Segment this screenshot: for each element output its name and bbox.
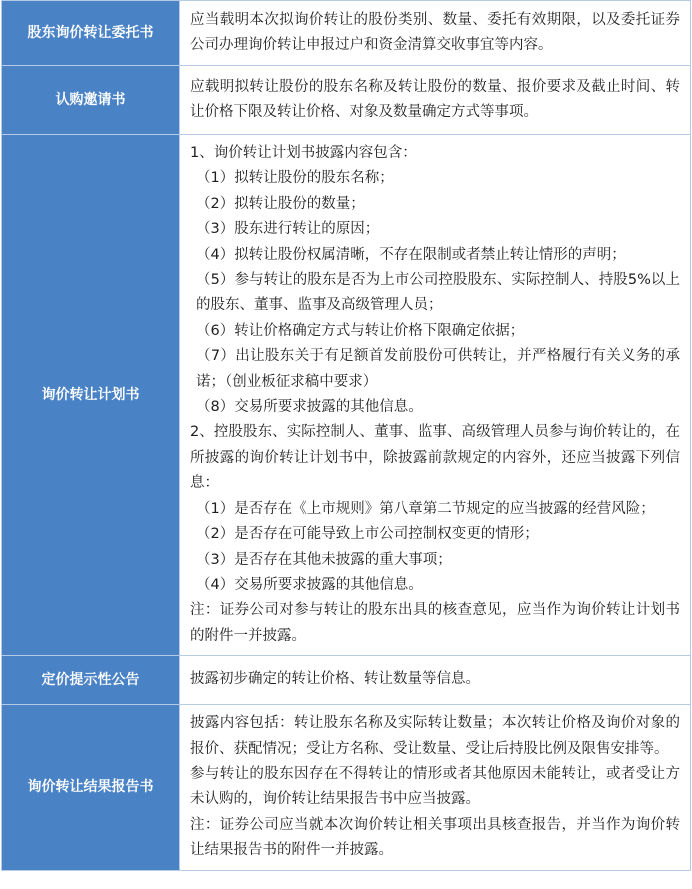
content-line: （3）股东进行转让的原因；	[196, 221, 380, 238]
content-line: 披露初步确定的转让价格、转让数量等信息。	[190, 671, 480, 688]
row-content-subscription-invitation	[180, 66, 691, 135]
content-line: （2）是否存在可能导致上市公司控制权变更的情形；	[196, 526, 539, 543]
content-line: 应当载明本次拟询价转让的股份类别、数量、委托有效期限，以及委托证券公司办理询价转让申报过户和资金清算交收事宜等内容。	[190, 11, 680, 53]
disclosure-table	[1, 0, 691, 871]
table-row	[2, 135, 691, 656]
row-label-subscription-invitation: 认购邀请书	[2, 66, 180, 135]
row-label-entrust-letter: 股东询价转让委托书	[2, 1, 180, 66]
table-row	[2, 705, 691, 870]
content-line: 1、询价转让计划书披露内容包含：	[190, 145, 417, 161]
content-line: （3）是否存在其他未披露的重大事项；	[196, 551, 452, 568]
content-line: （5）参与转让的股东是否为上市公司控股股东、实际控制人、持股5%以上的股东、董事、监事及高级管理人员；	[196, 272, 680, 314]
row-label-pricing-notice: 定价提示性公告	[2, 656, 180, 705]
table-row	[2, 1, 691, 66]
content-line: （4）交易所要求披露的其他信息。	[196, 576, 423, 593]
row-label-result-report: 询价转让结果报告书	[2, 705, 180, 870]
content-line: （7）出让股东关于有足额首发前股份可供转让，并严格履行有关义务的承诺；（创业板征求稿中要求）	[196, 348, 680, 390]
content-line: 2、控股股东、实际控制人、董事、监事、高级管理人员参与询价转让的，在所披露的询价转让计划书中，除披露前款规定的内容外，还应当披露下列信息：	[190, 424, 680, 492]
content-line: 注：证券公司对参与转让的股东出具的核查意见，应当作为询价转让计划书的附件一并披露。	[190, 602, 680, 644]
row-content-result-report	[180, 705, 691, 870]
content-line: （2）拟转让股份的数量；	[196, 195, 365, 212]
table-row	[2, 66, 691, 135]
content-line: （4）拟转让股份权属清晰，不存在限制或者禁止转让情形的声明；	[196, 246, 626, 263]
content-line: （1）是否存在《上市规则》第八章第二节规定的应当披露的经营风险；	[196, 500, 655, 517]
content-line: （8）交易所要求披露的其他信息。	[196, 399, 423, 416]
content-line: 应载明拟转让股份的股东名称及转让股份的数量、报价要求及截止时间、转让价格下限及转让价格、对象及数量确定方式等事项。	[190, 78, 680, 120]
table-row	[2, 656, 691, 705]
row-content-pricing-notice	[180, 656, 691, 705]
content-line: 注：证券公司应当就本次询价转让相关事项出具核查报告，并当作为询价转让结果报告书的附件一并披露。	[190, 816, 680, 859]
row-content-transfer-plan	[180, 135, 691, 656]
content-line: （1）拟转让股份的股东名称；	[196, 170, 394, 187]
row-content-entrust-letter	[180, 1, 691, 66]
content-line: 参与转让的股东因存在不得转让的情形或者其他原因未能转让，或者受让方未认购的，询价转让结果报告书中应当披露。	[190, 765, 680, 808]
row-label-transfer-plan: 询价转让计划书	[2, 135, 180, 656]
content-line: （6）转让价格确定方式与转让价格下限确定依据；	[196, 322, 525, 339]
content-line: 披露内容包括：转让股东名称及实际转让数量；本次转让价格及询价对象的报价、获配情况；受让方名称、受让数量、受让后持股比例及限售安排等。	[190, 715, 680, 757]
